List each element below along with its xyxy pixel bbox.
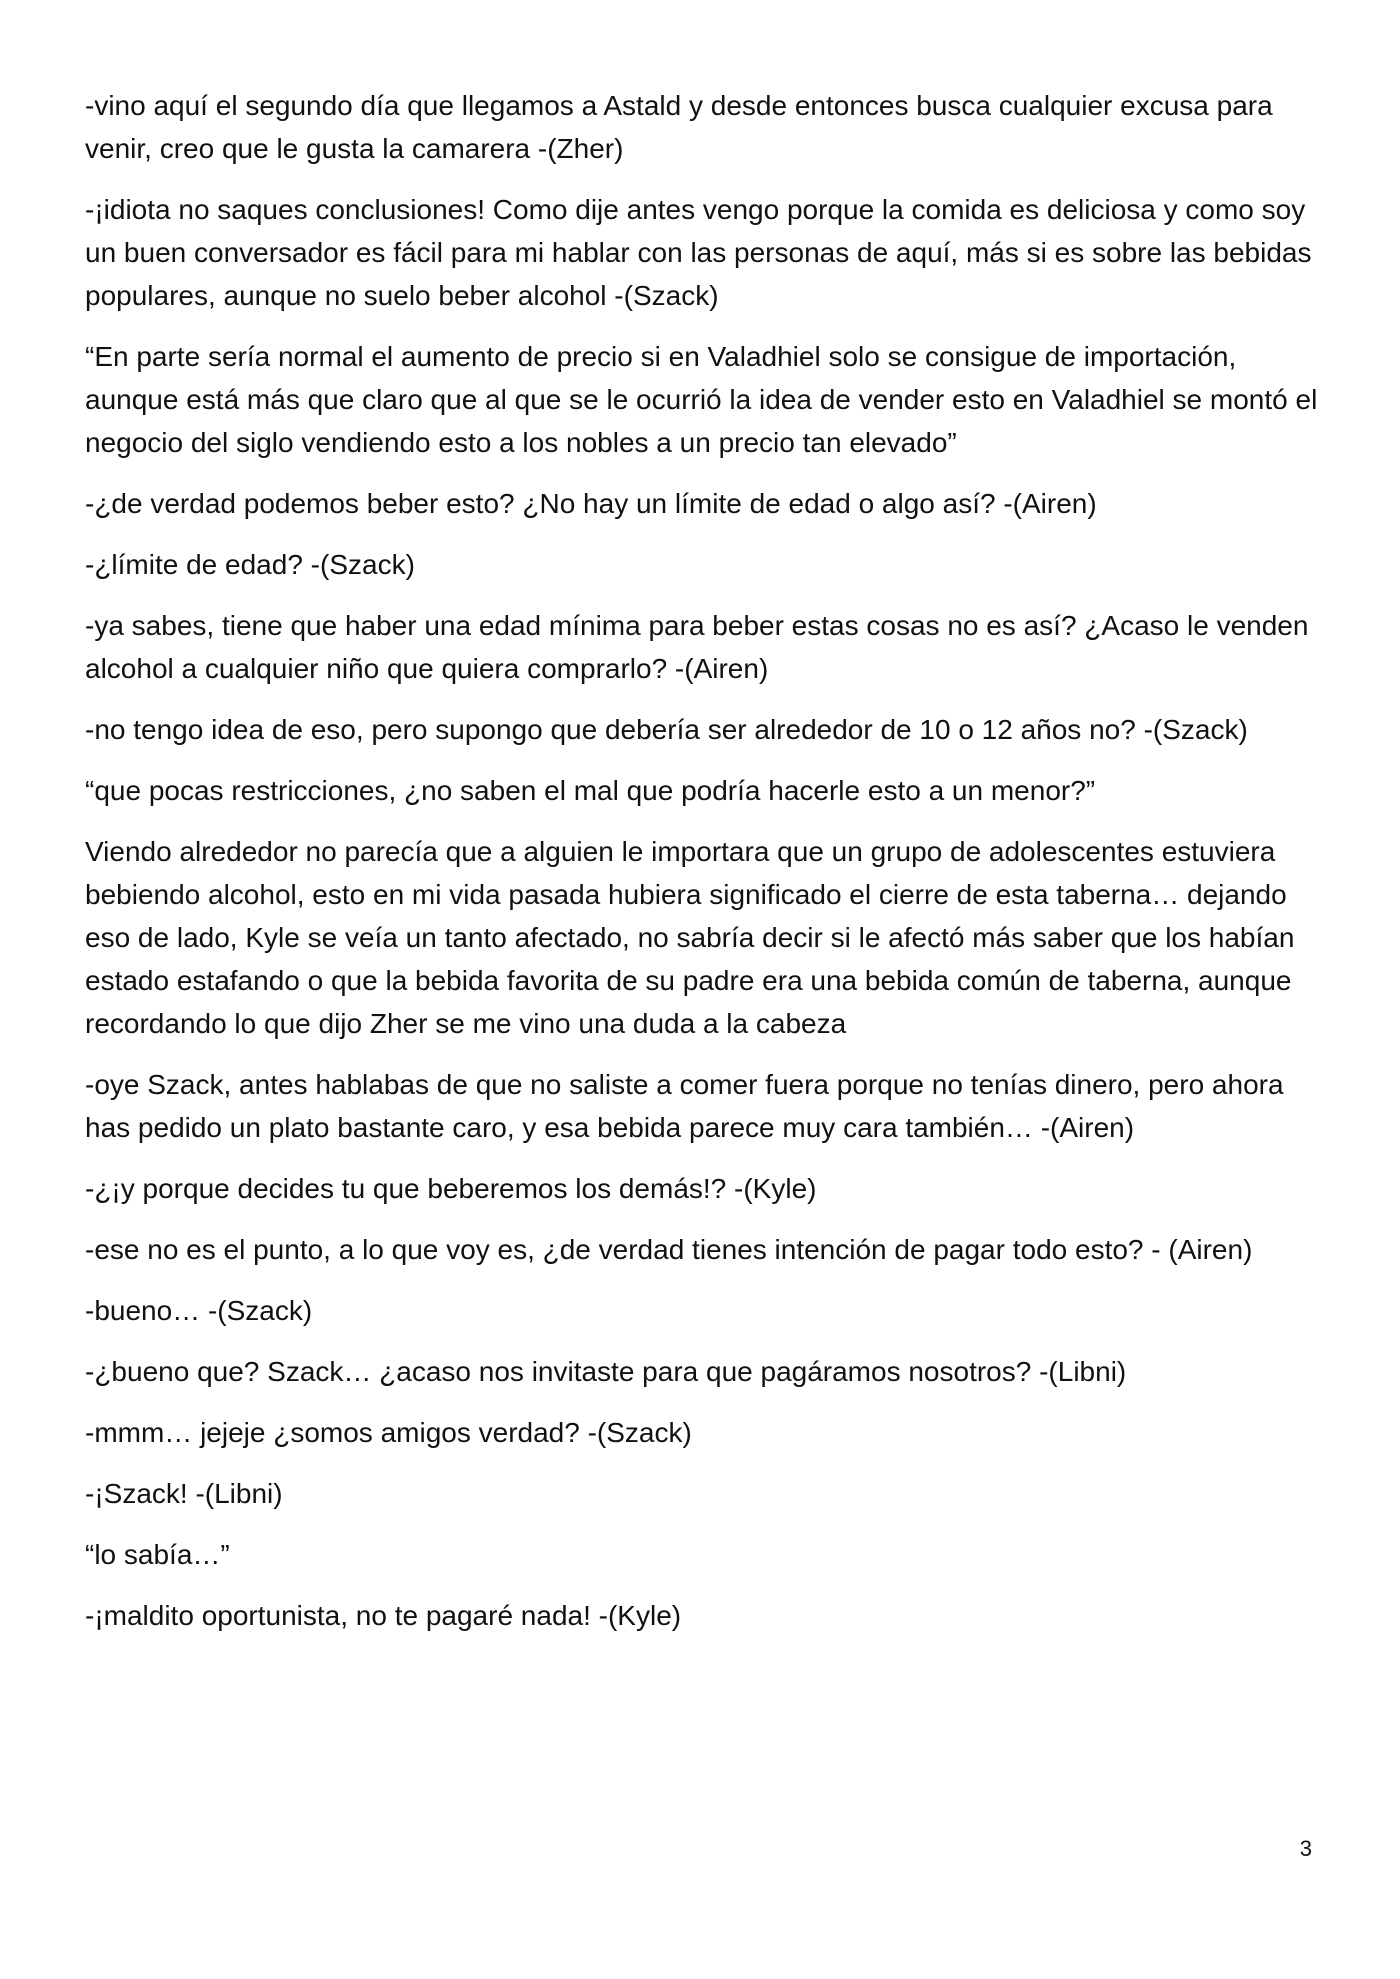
page-number: 3 <box>1299 1836 1312 1861</box>
paragraph: -¿de verdad podemos beber esto? ¿No hay un límite de edad o algo así? -(Airen) <box>85 488 1097 519</box>
paragraph: -ese no es el punto, a lo que voy es, ¿de verdad tienes intención de pagar todo esto? - (Airen) <box>85 1234 1253 1265</box>
paragraph: -¿¡y porque decides tu que beberemos los demás!? -(Kyle) <box>85 1173 817 1204</box>
paragraph: -vino aquí el segundo día que llegamos a Astald y desde entonces busca cualquier excusa para venir, creo que le gusta la camarera -(Zher) <box>85 90 1273 164</box>
paragraph: -¡Szack! -(Libni) <box>85 1478 283 1509</box>
paragraph: “lo sabía…” <box>85 1539 230 1570</box>
page-body <box>85 84 1325 1655</box>
paragraph: -ya sabes, tiene que haber una edad mínima para beber estas cosas no es así? ¿Acaso le venden alcohol a cualquier niño que quiera comprarlo? -(Airen) <box>85 610 1309 684</box>
paragraph: -¡idiota no saques conclusiones! Como dije antes vengo porque la comida es deliciosa y como soy un buen conversador es fácil para mi hablar con las personas de aquí, más si es sobre las bebidas populares, aunque no suelo beber alcohol -(Szack) <box>85 194 1312 311</box>
paragraph: -oye Szack, antes hablabas de que no saliste a comer fuera porque no tenías dinero, pero ahora has pedido un plato bastante caro, y esa bebida parece muy cara también… -(Airen) <box>85 1069 1284 1143</box>
paragraph: -bueno… -(Szack) <box>85 1295 313 1326</box>
paragraph: Viendo alrededor no parecía que a alguien le importara que un grupo de adolescentes estuviera bebiendo alcohol, esto en mi vida pasada hubiera significado el cierre de esta taberna… dejando eso de lado, Kyle se veía un tanto afectado, no sabría decir si le afectó más saber que los habían estado estafando o que la bebida favorita de su padre era una bebida común de taberna, aunque recordando lo que dijo Zher se me vino una duda a la cabeza <box>85 836 1295 1039</box>
paragraph: “que pocas restricciones, ¿no saben el mal que podría hacerle esto a un menor?” <box>85 775 1096 806</box>
paragraph: “En parte sería normal el aumento de precio si en Valadhiel solo se consigue de importación, aunque está más que claro que al que se le ocurrió la idea de vender esto en Valadhiel se montó el negocio del siglo vendiendo esto a los nobles a un precio tan elevado” <box>85 341 1318 458</box>
paragraph: -¡maldito oportunista, no te pagaré nada! -(Kyle) <box>85 1600 682 1631</box>
paragraph: -¿límite de edad? -(Szack) <box>85 549 415 580</box>
paragraph: -no tengo idea de eso, pero supongo que debería ser alrededor de 10 o 12 años no? -(Szack) <box>85 714 1248 745</box>
paragraph: -mmm… jejeje ¿somos amigos verdad? -(Szack) <box>85 1417 692 1448</box>
paragraph: -¿bueno que? Szack… ¿acaso nos invitaste para que pagáramos nosotros? -(Libni) <box>85 1356 1127 1387</box>
